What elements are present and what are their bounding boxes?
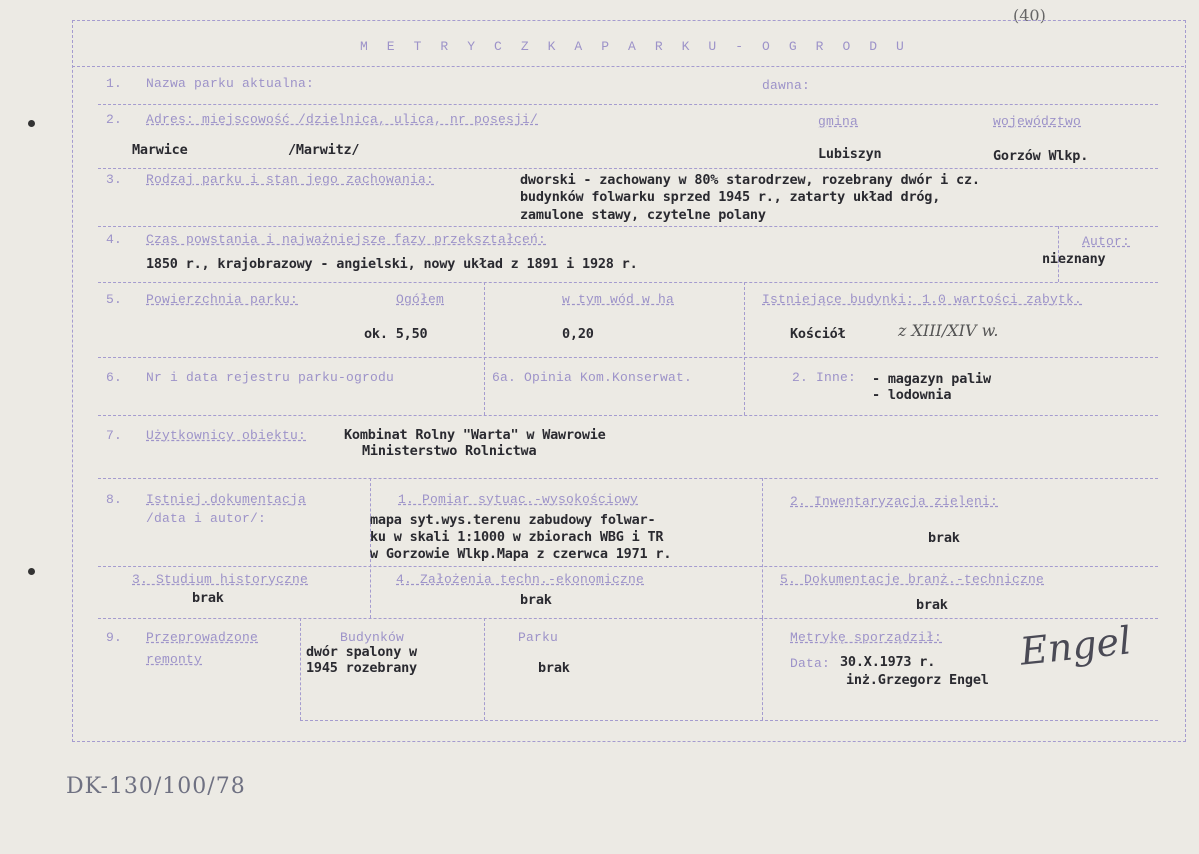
building-century: z XIII/XIV w. <box>898 321 999 340</box>
page-number: (40) <box>1013 6 1046 25</box>
place-name-german: /Marwitz/ <box>288 142 360 158</box>
building-repairs-line2: 1945 rozebrany <box>306 660 417 676</box>
park-repairs-value: brak <box>538 660 570 676</box>
building-repairs-label: Budynków <box>340 630 405 645</box>
date-label: Data: <box>790 656 831 671</box>
users-label: Użytkownicy obiektu: <box>146 428 307 443</box>
voivodeship-label: województwo <box>993 114 1082 129</box>
row8-number: 8. <box>106 492 123 507</box>
voivodeship-value: Gorzów Wlkp. <box>993 148 1089 164</box>
gmina-value: Lubiszyn <box>818 146 882 162</box>
other-buildings-label: 2. Inne: <box>792 370 857 385</box>
history-phases-label: Czas powstania i najważniejsze fazy przekształceń: <box>146 232 547 247</box>
former-name-label: dawna: <box>762 78 811 93</box>
address-label: Adres: miejscowość /dzielnica, ulica, nr posesji/ <box>146 112 539 127</box>
park-type-line3: zamulone stawy, czytelne polany <box>520 207 766 223</box>
building-value: Kościół <box>790 326 846 342</box>
branch-docs-value: brak <box>916 597 948 613</box>
existing-buildings-label: Istniejące budynki: 1.0 wartości zabytk. <box>762 292 1083 307</box>
archive-number: DK-130/100/78 <box>66 774 246 799</box>
row4-number: 4. <box>106 232 123 247</box>
area-total-value: ok. 5,50 <box>364 326 428 342</box>
survey-line3: w Gorzowie Wlkp.Mapa z czerwca 1971 r. <box>370 546 672 562</box>
gmina-label: gmina <box>818 114 859 129</box>
other-building-1: - magazyn paliw <box>872 371 991 387</box>
row3-number: 3. <box>106 172 123 187</box>
row6-number: 6. <box>106 370 123 385</box>
documentation-label-2: /data i autor/: <box>146 511 267 526</box>
user-2: Ministerstwo Rolnictwa <box>362 443 537 459</box>
row1-number: 1. <box>106 76 123 91</box>
water-area-label: w tym wód w ha <box>562 292 675 307</box>
date-value: 30.X.1973 r. <box>840 654 936 670</box>
park-type-label: Rodzaj parku i stan jego zachowania: <box>146 172 435 187</box>
survey-line2: ku w skali 1:1000 w zbiorach WBG i TR <box>370 529 664 545</box>
history-phases-value: 1850 r., krajobrazowy - angielski, nowy układ z 1891 i 1928 r. <box>146 256 638 272</box>
user-1: Kombinat Rolny "Warta" w Wawrowie <box>344 427 606 443</box>
park-area-label: Powierzchnia parku: <box>146 292 299 307</box>
greenery-inventory-label: 2. Inwentaryzacja zieleni: <box>790 494 999 509</box>
repairs-label-1: Przeprowadzone <box>146 630 259 645</box>
signature: Engel <box>1018 618 1134 674</box>
greenery-inventory-value: brak <box>928 530 960 546</box>
documentation-label-1: Istniej.dokumentacja <box>146 492 307 507</box>
author-value: nieznany <box>1042 251 1106 267</box>
area-total-label: Ogółem <box>396 292 445 307</box>
park-type-line2: budynków folwarku sprzed 1945 r., zatarty układ dróg, <box>520 189 941 205</box>
row7-number: 7. <box>106 428 123 443</box>
survey-label: 1. Pomiar sytuac.-wysokościowy <box>398 492 639 507</box>
techno-economic-label: 4. Założenia techn.-ekonomiczne <box>396 572 645 587</box>
row5-number: 5. <box>106 292 123 307</box>
current-name-label: Nazwa parku aktualna: <box>146 76 315 91</box>
compiled-by-value: inż.Grzegorz Engel <box>846 672 989 688</box>
water-area-value: 0,20 <box>562 326 594 342</box>
conservator-opinion-label: 6a. Opinia Kom.Konserwat. <box>492 370 693 385</box>
park-type-line1: dworski - zachowany w 80% starodrzew, rozebrany dwór i cz. <box>520 172 980 188</box>
building-repairs-line1: dwór spalony w <box>306 644 417 660</box>
techno-economic-value: brak <box>520 592 552 608</box>
survey-line1: mapa syt.wys.terenu zabudowy folwar- <box>370 512 656 528</box>
compiled-by-label: Metrykę sporządził: <box>790 630 943 645</box>
park-repairs-label: Parku <box>518 630 559 645</box>
author-label: Autor: <box>1082 234 1131 249</box>
branch-docs-label: 5. Dokumentacje branż.-techniczne <box>780 572 1045 587</box>
row2-number: 2. <box>106 112 123 127</box>
repairs-label-2: remonty <box>146 652 203 667</box>
historical-study-value: brak <box>192 590 224 606</box>
row9-number: 9. <box>106 630 123 645</box>
place-name: Marwice <box>132 142 188 158</box>
form-title: M E T R Y C Z K A P A R K U - O G R O D U <box>360 39 910 54</box>
register-label: Nr i data rejestru parku-ogrodu <box>146 370 395 385</box>
historical-study-label: 3. Studium historyczne <box>132 572 309 587</box>
other-building-2: - lodownia <box>872 387 952 403</box>
